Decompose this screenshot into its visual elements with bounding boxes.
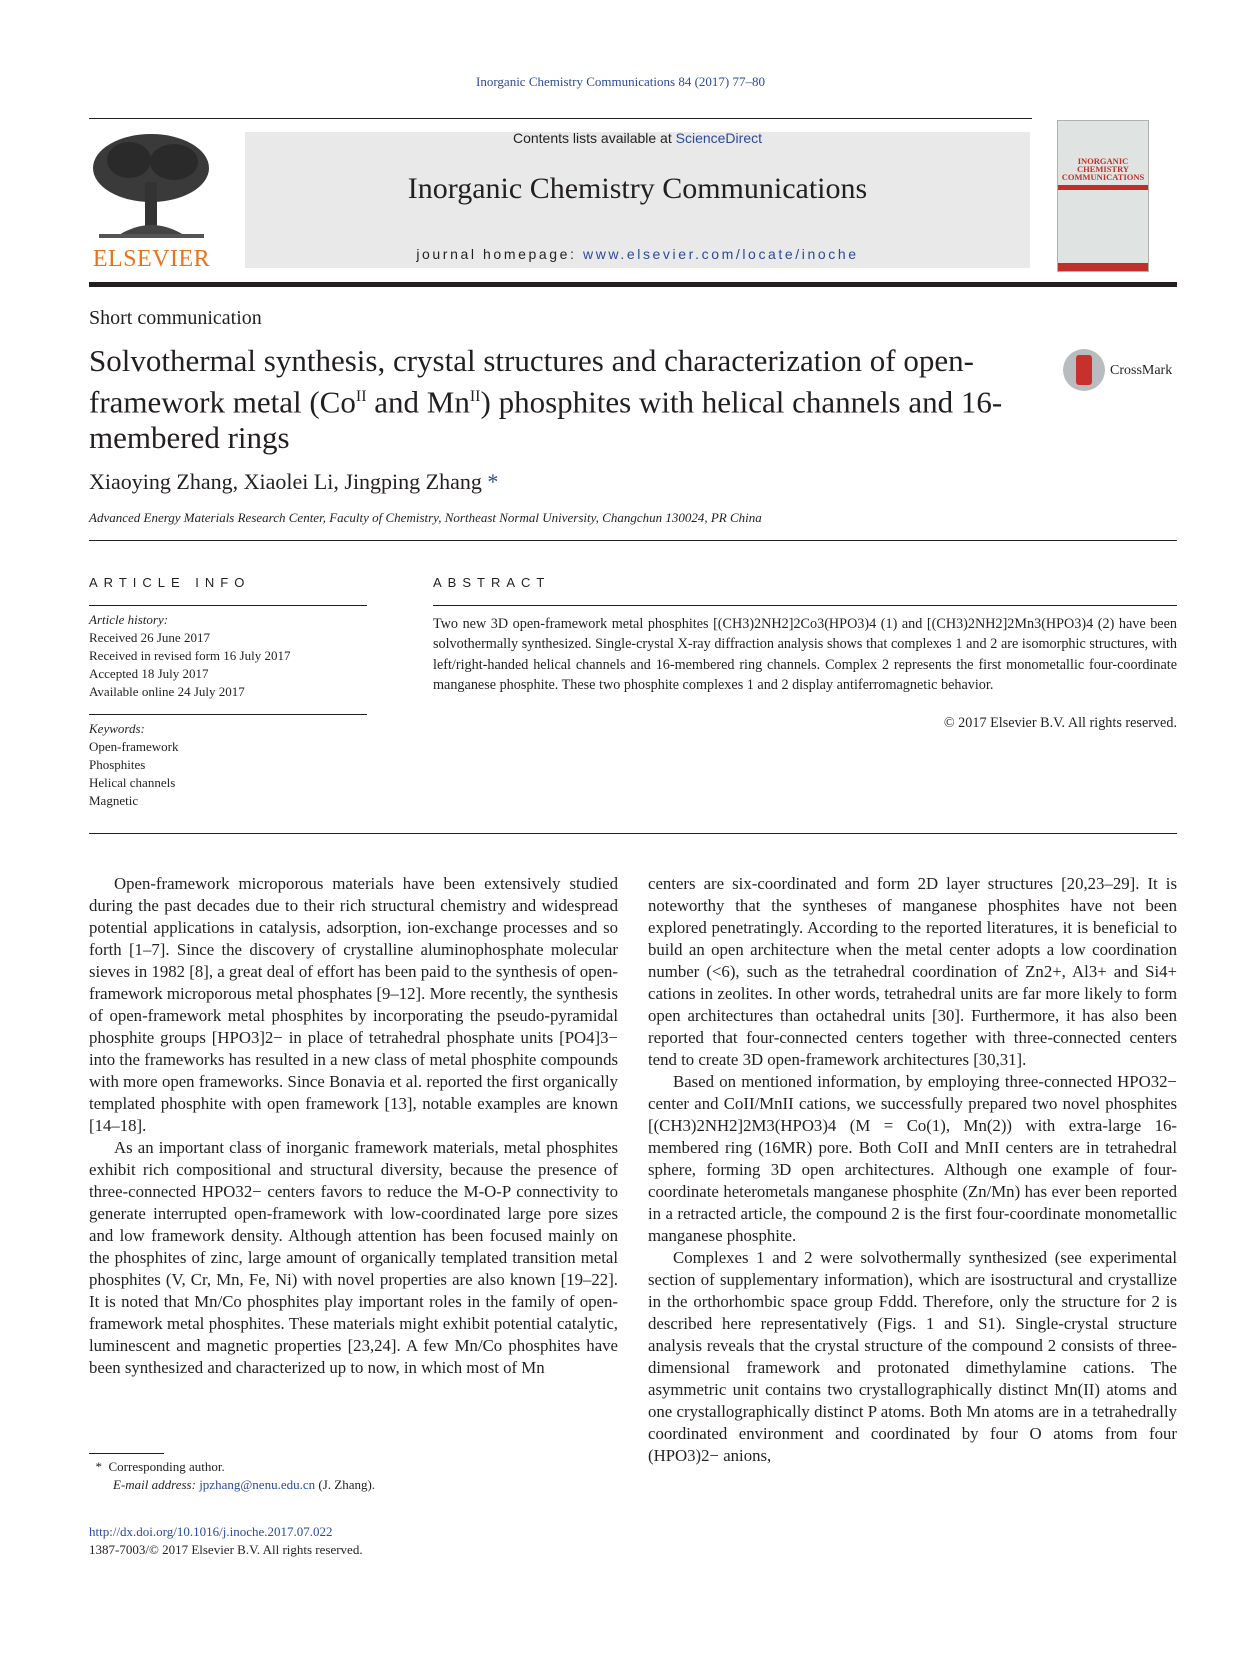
- corresponding-author-mark[interactable]: *: [487, 469, 499, 494]
- history-label: Article history:: [89, 612, 169, 627]
- cover-title: INORGANIC CHEMISTRY COMMUNICATIONS: [1061, 156, 1145, 182]
- article-type: Short communication: [89, 307, 262, 329]
- history-item: Received 26 June 2017: [89, 630, 210, 645]
- homepage-prefix: journal homepage:: [416, 246, 583, 262]
- issn-line: 1387-7003/© 2017 Elsevier B.V. All rights reserved.: [89, 1542, 363, 1557]
- footnote-mark: *: [95, 1459, 102, 1474]
- keyword-item: Phosphites: [89, 757, 146, 772]
- keywords-label: Keywords:: [89, 721, 145, 736]
- abstract-copyright: © 2017 Elsevier B.V. All rights reserved.: [943, 715, 1177, 731]
- elsevier-wordmark[interactable]: ELSEVIER: [92, 246, 211, 272]
- cover-band: [1058, 185, 1148, 190]
- body-paragraph: Based on mentioned information, by employing three-connected HPO32− center and CoII/MnII cations, we successfully prepared two novel phosphites [(CH3)2NH2]2M3(HPO3)4 (M = Co(1), Mn(2)) with extra-large 16-membered ring (16MR) pore. Both CoII and MnII centers are in tetrahedral sphere, forming 3D open architectures. Although one example of four-coordinate heterometals manganese phosphite (Zn/Mn) has ever been reported in a retracted article, the compound 2 is the first four-coordinate monometallic manganese phosphite.: [648, 1072, 1177, 1245]
- body-paragraph: Complexes 1 and 2 were solvothermally synthesized (see experimental section of supplementary information), which are isostructural and crystallize in the orthorhombic space group Fddd. Therefore, only the structure for 2 is described here representatively (Figs. 1 and S1). Single-crystal structure analysis reveals that the crystal structure of the compound 2 consists of three-dimensional framework and protonated dimethylamine cations. The asymmetric unit contains two crystallographically distinct Mn(II) atoms and one crystallographically distinct P atoms. Both Mn atoms are in a tetrahedrally coordinated environment and coordinated by four O atoms from four (HPO3)2− anions,: [648, 1248, 1177, 1465]
- journal-homepage: [245, 246, 1030, 262]
- title-divider: [89, 540, 1177, 541]
- body-paragraph: Open-framework microporous materials have been extensively studied during the past decades due to their rich structural chemistry and widespread potential applications in catalysis, adsorption, ion-exchange processes and so forth [1–7]. Since the discovery of crystalline aluminophosphate molecular sieves in 1982 [8], a great deal of effort has been paid to the synthesis of open-framework microporous metal phosphates [9–12]. More recently, the synthesis of open-framework metal phosphites by incorporating the pseudo-pyramidal phosphite groups [HPO3]2− in place of tetrahedral phosphate units [PO4]3− into the frameworks has resulted in a new class of metal phosphite compounds with more open frameworks. Since Bonavia et al. reported the first organically templated phosphite with open framework [13], notable examples are known [14–18].: [89, 874, 618, 1135]
- header-rule: [89, 118, 1032, 119]
- keyword-item: Open-framework: [89, 739, 179, 754]
- contents-line: [245, 130, 1030, 146]
- article-info-heading: ARTICLE INFO: [89, 575, 251, 590]
- email-link[interactable]: jpzhang@nenu.edu.cn: [199, 1477, 316, 1492]
- history-item: Available online 24 July 2017: [89, 684, 245, 699]
- history-item: Accepted 18 July 2017: [89, 666, 209, 681]
- body-left-column: [89, 873, 618, 1379]
- sciencedirect-link[interactable]: ScienceDirect: [675, 130, 762, 146]
- body-paragraph: centers are six-coordinated and form 2D layer structures [20,23–29]. It is noteworthy that the syntheses of manganese phosphites have not been explored penetratingly. According to the reported literatures, it is beneficial to build an open architecture when the metal center adopts a low coordination number (<6), such as the tetrahedral coordination of Zn2+, Al3+ and Si4+ cations in zeolites. In other words, tetrahedral units are far more likely to form open architectures than octahedral units [30]. Furthermore, it has also been reported that four-connected centers together with three-connected centers tend to create 3D open-framework architectures [30,31].: [648, 874, 1177, 1069]
- author-list: [89, 469, 498, 495]
- journal-name: Inorganic Chemistry Communications: [407, 172, 868, 205]
- body-paragraph: As an important class of inorganic framework materials, metal phosphites exhibit rich compositional and structural diversity, because the presence of three-connected HPO32− centers favors to reduce the M-O-P connectivity to generate interrupted open-framework with low-coordinated large pore sizes and low framework density. Although attention has been focused mainly on the phosphites of zinc, large amount of organically templated transition metal phosphites (V, Cr, Mn, Fe, Ni) with novel properties are also known [19–22]. It is noted that Mn/Co phosphites play important roles in the family of open-framework metal phosphites. These materials might exhibit potential catalytic, luminescent and magnetic properties [23,24]. A few Mn/Co phosphites have been synthesized and characterized up to now, in which most of Mn: [89, 1138, 618, 1377]
- abstract-rule: [433, 605, 1177, 606]
- keyword-item: Magnetic: [89, 793, 139, 808]
- article-info-rule: [89, 605, 367, 606]
- journal-cover-thumbnail[interactable]: [1057, 120, 1149, 272]
- keyword-item: Helical channels: [89, 775, 176, 790]
- footnote-label: Corresponding author.: [108, 1459, 225, 1474]
- header-thick-rule: [89, 282, 1177, 287]
- journal-citation[interactable]: Inorganic Chemistry Communications 84 (2017) 77–80: [476, 74, 765, 89]
- body-right-column: [648, 873, 1177, 1467]
- crossmark-icon[interactable]: [1063, 349, 1105, 391]
- authors-text: Xiaoying Zhang, Xiaolei Li, Jingping Zhang: [89, 469, 482, 494]
- doi-link[interactable]: http://dx.doi.org/10.1016/j.inoche.2017.07.022: [89, 1524, 333, 1539]
- email-suffix: (J. Zhang).: [318, 1477, 376, 1492]
- corresponding-author-footnote: [89, 1458, 375, 1494]
- abstract-heading: ABSTRACT: [433, 575, 551, 590]
- crossmark-label[interactable]: CrossMark: [1110, 363, 1173, 378]
- body-divider: [89, 833, 1177, 834]
- footnote-rule: [89, 1453, 164, 1454]
- cover-bottom-band: [1058, 263, 1148, 271]
- email-label: E-mail address:: [113, 1477, 196, 1492]
- abstract-text: Two new 3D open-framework metal phosphites [(CH3)2NH2]2Co3(HPO3)4 (1) and [(CH3)2NH2]2Mn3(HPO3)4 (2) have been solvothermally synthesized. Single-crystal X-ray diffraction analysis shows that complexes 1 and 2 are isomorphic structures, with left/right-handed helical channels and 16-membered ring channels. Complex 2 represents the first monometallic four-coordinate manganese phosphite. These two phosphite complexes 1 and 2 display antiferromagnetic behavior.: [433, 616, 1177, 694]
- article-history: [89, 611, 290, 701]
- article-title: Solvothermal synthesis, crystal structures and characterization of open-framework metal ($Co^{II}$ and $Mn^{II}$) phosphites with helical channels and 16-membered rings: [89, 343, 1003, 456]
- contents-prefix: Contents lists available at: [512, 130, 676, 146]
- keywords: [89, 720, 179, 810]
- keywords-rule: [89, 714, 367, 715]
- doi-block: [89, 1523, 363, 1559]
- affiliation: Advanced Energy Materials Research Center, Faculty of Chemistry, Northeast Normal University, Changchun 130024, PR China: [89, 510, 762, 525]
- history-item: Received in revised form 16 July 2017: [89, 648, 291, 663]
- homepage-link[interactable]: www.elsevier.com/locate/inoche: [583, 246, 859, 262]
